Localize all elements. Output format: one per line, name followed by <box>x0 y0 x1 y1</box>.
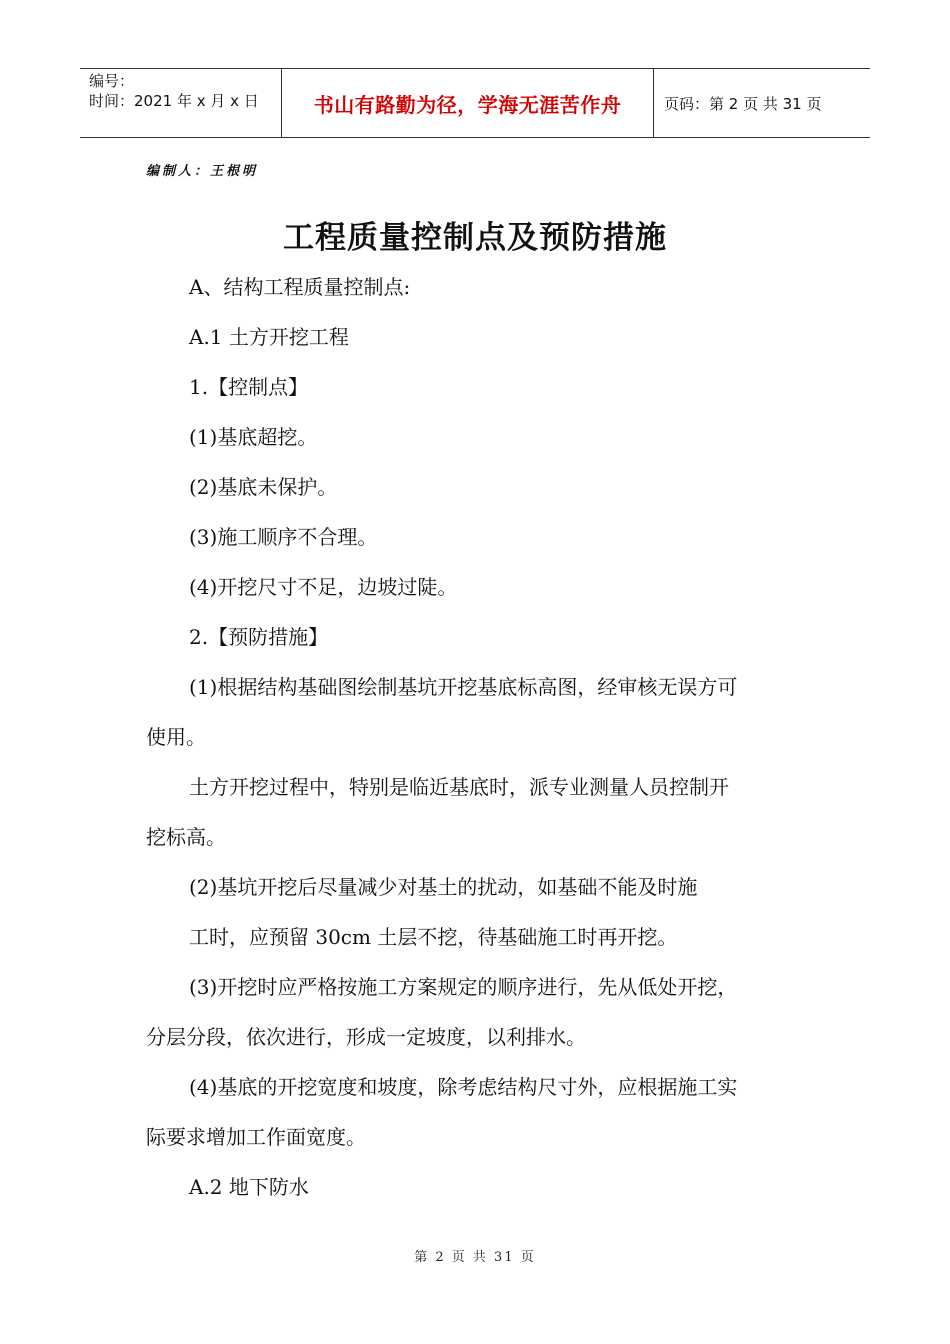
header-motto: 书山有路勤为径，学海无涯苦作舟 <box>282 69 654 137</box>
header-table <box>80 68 870 138</box>
paragraph: 1.【控制点】 <box>189 375 309 399</box>
time-label: 时间：2021 年 x 月 x 日 <box>89 92 259 110</box>
paragraph: A、结构工程质量控制点: <box>189 275 411 299</box>
number-label: 编号： <box>89 72 135 90</box>
paragraph: (1)根据结构基础图绘制基坑开挖基底标高图，经审核无误方可 <box>189 675 738 699</box>
document-body <box>146 262 806 1212</box>
header-page-info: 页码：第 2 页 共 31 页 <box>664 94 822 113</box>
paragraph: 分层分段，依次进行，形成一定坡度，以利排水。 <box>146 1025 586 1049</box>
paragraph: 使用。 <box>146 725 206 749</box>
document-title: 工程质量控制点及预防措施 <box>283 220 667 256</box>
paragraph: 工时，应预留 30cm 土层不挖，待基础施工时再开挖。 <box>189 925 678 949</box>
paragraph: A.1 土方开挖工程 <box>189 325 349 349</box>
paragraph: (2)基坑开挖后尽量减少对基土的扰动，如基础不能及时施 <box>189 875 698 899</box>
paragraph: 挖标高。 <box>146 825 226 849</box>
paragraph: 际要求增加工作面宽度。 <box>146 1125 366 1149</box>
compiler-label: 编制人：王根明 <box>146 164 259 179</box>
paragraph: (3)开挖时应严格按施工方案规定的顺序进行，先从低处开挖， <box>189 975 738 999</box>
paragraph: A.2 地下防水 <box>189 1175 309 1199</box>
paragraph: (4)开挖尺寸不足，边坡过陡。 <box>189 575 458 599</box>
paragraph: (2)基底未保护。 <box>189 475 338 499</box>
paragraph: (1)基底超挖。 <box>189 425 318 449</box>
page-footer: 第 2 页 共 31 页 <box>414 1250 536 1265</box>
header-meta-cell <box>80 69 282 137</box>
paragraph: (3)施工顺序不合理。 <box>189 525 378 549</box>
paragraph: (4)基底的开挖宽度和坡度，除考虑结构尺寸外，应根据施工实 <box>189 1075 738 1099</box>
paragraph: 2.【预防措施】 <box>189 625 329 649</box>
paragraph: 土方开挖过程中，特别是临近基底时，派专业测量人员控制开 <box>189 775 729 799</box>
